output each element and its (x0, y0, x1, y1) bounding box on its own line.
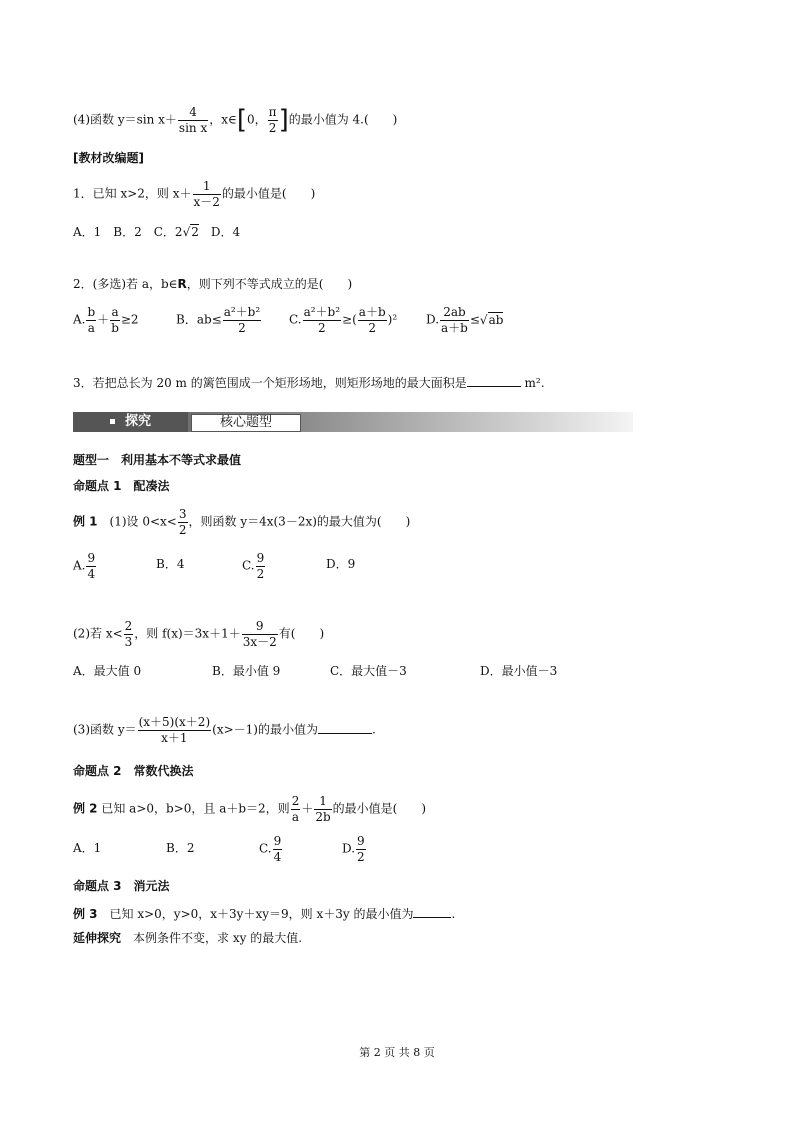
plus: ＋ (301, 801, 314, 816)
frac-num: 9 (242, 620, 278, 635)
textbook-question-2 (73, 278, 352, 290)
section-banner (73, 412, 633, 432)
extension-text: 本例条件不变，求 xy 的最大值. (121, 931, 303, 945)
frac-den: 3 (124, 634, 133, 649)
textbook-heading: [教材改编题] (73, 151, 144, 165)
fraction (178, 508, 188, 536)
frac-den: 2 (268, 120, 277, 135)
textbook-question-2-option-a (73, 306, 139, 334)
textbook-question-3 (73, 375, 545, 389)
fraction (358, 306, 387, 334)
tq2-text: ，则下列不等式成立的是( ) (186, 277, 353, 291)
textbook-question-2-option-d (426, 306, 503, 334)
ex1-1-option-d: D．9 (326, 557, 356, 571)
ex1-2-text: (2)若 x< (73, 626, 123, 641)
point2-heading: 命题点 2 常数代换法 (73, 764, 194, 778)
frac-den: a＋b (441, 320, 468, 335)
example-3 (73, 906, 455, 920)
answer-blank[interactable] (467, 375, 521, 387)
frac-den: a (291, 809, 300, 824)
option-label: A. (73, 312, 86, 327)
frac-num: a²＋b² (303, 305, 341, 319)
ex1-2-text: 有( ) (278, 626, 325, 641)
frac-num: 3 (178, 507, 187, 521)
example-label: 例 1 (73, 514, 98, 529)
frac-num: 9 (87, 551, 96, 565)
ex1-3-text: (x>－1)的最小值为 (212, 722, 318, 737)
frac-den: 3x－2 (242, 634, 277, 649)
textbook-question-1 (73, 180, 315, 208)
fraction (223, 306, 261, 334)
ex2-text: 的最小值是( ) (332, 801, 427, 816)
option-label: C. (289, 312, 302, 327)
example-1-part-1 (73, 508, 410, 536)
option-tail: )² (387, 312, 398, 327)
frac-num: 1 (314, 795, 331, 810)
frac-num: b (87, 305, 96, 319)
answer-blank[interactable] (413, 906, 451, 918)
ex1-text: (1)设 0<x< (97, 514, 177, 529)
radicand: ab (488, 312, 504, 327)
fraction (268, 106, 278, 134)
sqrt: √ab (479, 312, 504, 327)
option-label: C. (259, 841, 272, 856)
ex1-3-text: . (371, 722, 376, 737)
ex1-3-text: (3)函数 y＝ (73, 722, 137, 737)
q4-text: 的最小值为 4.( ) (288, 112, 398, 127)
option-label: B．ab≤ (176, 312, 222, 327)
frac-num: 9 (357, 834, 365, 848)
ex2-option-c (259, 835, 283, 863)
frac-num: 9 (273, 834, 282, 848)
option-mid: ≥( (342, 312, 357, 327)
option-mid: ≤ (469, 312, 480, 327)
frac-den: 2 (238, 320, 246, 335)
option-label: D. (426, 312, 440, 327)
page-footer: 第 2 页 共 8 页 (359, 1046, 435, 1059)
interval-left: 0， (247, 112, 267, 127)
fraction (303, 306, 341, 334)
ex1-2-option-a: A．最大值 0 (73, 664, 142, 678)
tq3-unit: m². (520, 376, 545, 390)
fraction (256, 552, 266, 580)
fraction (124, 620, 134, 648)
left-bracket: [ (236, 105, 248, 136)
ex1-1-option-a (73, 552, 97, 580)
tq1-options-tail: D．4 (198, 225, 241, 239)
frac-den: 2 (317, 320, 326, 335)
frac-den: 4 (87, 566, 96, 581)
fraction (193, 180, 221, 208)
point3-heading: 命题点 3 消元法 (73, 879, 170, 893)
square-icon (110, 419, 115, 424)
ex1-text: ，则函数 y＝4x(3－2x)的最大值为( ) (188, 514, 411, 529)
frac-num: 2ab (440, 306, 469, 321)
fraction (242, 620, 278, 648)
textbook-question-2-option-b (176, 306, 262, 334)
fraction (138, 716, 212, 744)
frac-num: π (268, 105, 277, 119)
frac-den: a (87, 320, 95, 335)
plus: ＋ (97, 312, 110, 327)
frac-den: b (111, 320, 119, 335)
ex1-1-option-c (242, 552, 266, 580)
ex3-text: . (451, 907, 456, 921)
q4-text: (4)函数 y＝sin x＋ (73, 112, 177, 127)
option-label: A. (73, 558, 86, 573)
banner-tag1-label: 探究 (124, 414, 151, 429)
frac-den: 2 (368, 320, 377, 335)
ex1-1-option-b: B．4 (156, 557, 185, 571)
frac-den: sin x (178, 120, 208, 135)
textbook-question-2-option-c (289, 306, 397, 334)
frac-den: x－2 (193, 194, 220, 209)
textbook-question-1-options (73, 226, 240, 238)
tq1-text: 的最小值是( ) (221, 186, 316, 201)
example-2 (73, 795, 426, 823)
option-tail: ≥2 (120, 312, 139, 327)
question-4 (73, 106, 397, 134)
extension-label: 延伸探究 (73, 931, 122, 945)
frac-den: 2 (178, 522, 187, 537)
tq1-options: A．1 B．2 C．2 (73, 225, 183, 239)
frac-den: 2 (256, 566, 265, 581)
ex1-2-option-d: D．最小值－3 (480, 664, 558, 678)
frac-num: 1 (193, 180, 221, 195)
sqrt: √2 (182, 225, 199, 239)
fraction (86, 306, 96, 334)
answer-blank[interactable] (318, 722, 372, 734)
ex2-option-d (342, 835, 367, 863)
fraction (291, 795, 301, 823)
fraction (314, 795, 331, 823)
banner-tag-core: 核心题型 (191, 414, 301, 432)
ex2-option-a: A．1 (73, 841, 102, 855)
fraction (273, 835, 283, 863)
q4-text: ，x∈ (209, 112, 237, 127)
frac-num: a²＋b² (223, 305, 261, 319)
ex1-2-text: ，则 f(x)＝3x＋1＋ (134, 626, 241, 641)
banner-tag-explore (73, 412, 188, 432)
frac-num: (x＋5)(x＋2) (138, 715, 211, 729)
option-label: D. (342, 841, 356, 856)
example-label: 例 3 (73, 907, 98, 921)
ex1-2-option-b: B．最小值 9 (212, 664, 281, 678)
ex2-option-b: B．2 (166, 841, 195, 855)
frac-num: 4 (178, 106, 208, 121)
point1-heading: 命题点 1 配凑法 (73, 479, 170, 493)
tq2-text: 2．(多选)若 a，b∈ (73, 277, 178, 291)
radicand: 2 (191, 225, 199, 239)
example-1-part-2 (73, 620, 324, 648)
extension-question (73, 932, 302, 944)
frac-den: x＋1 (161, 730, 188, 745)
fraction (86, 552, 96, 580)
fraction (440, 306, 469, 334)
tq1-text: 1．已知 x>2，则 x＋ (73, 186, 192, 201)
frac-num: a＋b (358, 305, 386, 319)
fraction (178, 106, 208, 134)
frac-num: 9 (256, 551, 265, 565)
ex2-text: 已知 a>0，b>0，且 a＋b＝2，则 (101, 801, 290, 816)
frac-den: 4 (273, 849, 282, 864)
option-label: C. (242, 558, 255, 573)
frac-den: 2 (357, 849, 365, 864)
frac-num: 2 (124, 619, 133, 633)
frac-num: a (111, 305, 119, 319)
type1-heading: 题型一 利用基本不等式求最值 (73, 453, 242, 467)
ex1-2-option-c: C．最大值－3 (330, 664, 407, 678)
example-label: 例 2 (73, 801, 98, 816)
ex3-text: 已知 x>0，y>0，x＋3y＋xy＝9，则 x＋3y 的最小值为 (97, 907, 414, 921)
frac-den: 2b (315, 809, 331, 824)
fraction (356, 835, 366, 863)
example-1-part-3 (73, 716, 376, 744)
fraction (110, 306, 120, 334)
right-bracket: ] (278, 105, 289, 136)
frac-num: 2 (291, 794, 300, 808)
real-set: R (177, 277, 187, 291)
tq3-text: 3．若把总长为 20 m 的篱笆围成一个矩形场地，则矩形场地的最大面积是 (73, 376, 467, 390)
